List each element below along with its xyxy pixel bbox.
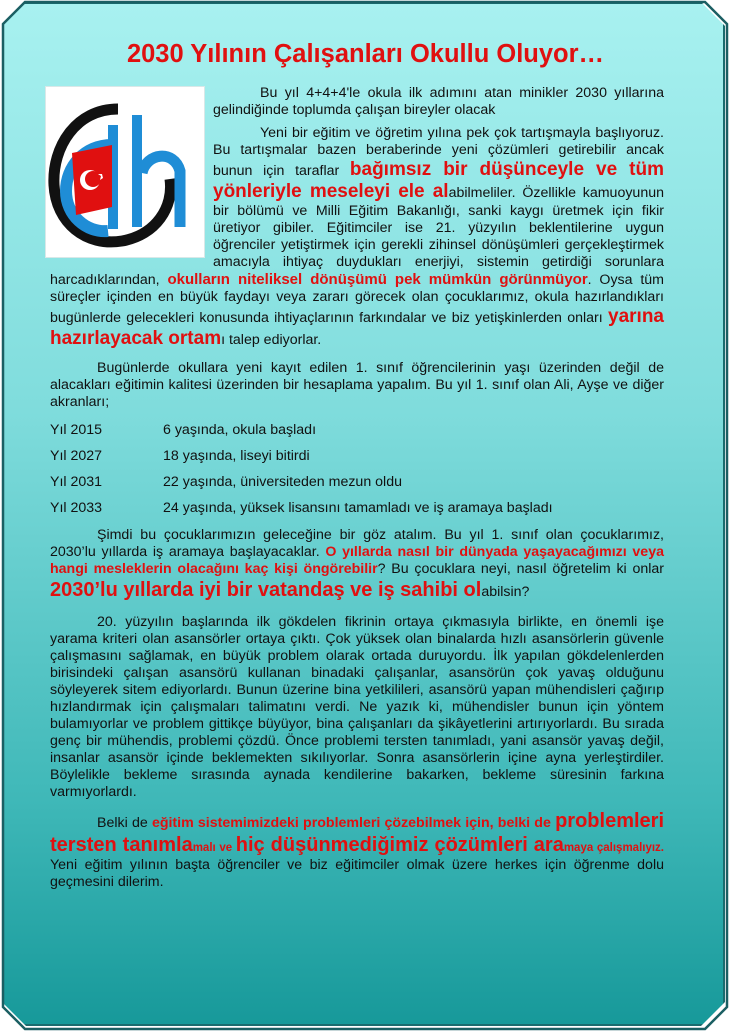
p2-text-g: ı talep ediyorlar. — [221, 332, 322, 348]
p6-highlight-d: malı ve — [192, 842, 236, 854]
p6-highlight-b: eğitim sistemimizdeki problemleri çözebilmek için, belki de — [151, 815, 551, 831]
timeline-row — [50, 495, 664, 521]
timeline-row — [50, 417, 664, 443]
article-body — [50, 85, 664, 897]
p4-highlight-b: O yıllarda nasıl bir dünyada yaşayacağımızı veya hangi mesleklerin olacağını kaç kişi öngörebilir — [50, 544, 664, 577]
p6-text-a: Belki de — [97, 815, 152, 831]
p4-text-c: ? Bu çocuklara neyi, nasıl öğretelim ki onlar — [377, 561, 665, 577]
p2-highlight-b: bağımsız bir düşünceyle ve tüm yönleriyle meseleyi ele al — [213, 159, 664, 202]
p6-highlight-f: maya çalışmalıyız. — [563, 842, 664, 854]
page-title: 2030 Yılının Çalışanları Okullu Oluyor… — [126, 40, 605, 68]
timeline-row — [50, 469, 664, 495]
timeline-text: 22 yaşında, üniversiteden mezun oldu — [163, 473, 402, 490]
p2-text-a: Yeni bir eğitim ve öğretim yılına pek çok tartışmayla başlıyoruz. Bu tartışmalar bazen beraberinde yeni çözümleri getirebilir ancak bunun için taraflar — [213, 125, 664, 179]
p6-highlight-e: hiç düşünmediğimiz çözümleri ara — [235, 834, 564, 856]
p2-highlight-f: yarına hazırlayacak ortam — [50, 306, 664, 349]
paragraph-3: Bugünlerde okullara yeni kayıt edilen 1. sınıf öğrencilerinin yaşı üzerinden değil de alacakları eğitimin kalitesi üzerinden bir hesaplama yapalım. Bu yıl 1. sınıf olan Ali, Ayşe ve diğer akranları; — [50, 360, 664, 410]
p6-text-g: Yeni eğitim yılının başta öğrenciler ve biz eğitimciler olmak üzere herkes için öğrenme dolu geçmesini dilerim. — [50, 857, 664, 890]
timeline-text: 18 yaşında, liseyi bitirdi — [163, 447, 310, 464]
p6-highlight-c: problemleri tersten tanımla — [50, 810, 664, 856]
timeline-row — [50, 443, 664, 469]
timeline-list — [50, 417, 664, 521]
timeline-year: Yıl 2031 — [50, 473, 103, 490]
p4-text-a: Şimdi bu çocuklarımızın geleceğine bir göz atalım. Bu yıl 1. sınıf olan çocuklarımız, 2030’lu yıllarda iş aramaya başlayacaklar. — [50, 527, 664, 560]
p2-highlight-d: okulların niteliksel dönüşümü pek mümkün görünmüyor — [167, 271, 588, 288]
timeline-text: 24 yaşında, yüksek lisansını tamamladı ve iş aramaya başladı — [163, 499, 553, 516]
p4-text-e: abilsin? — [481, 584, 530, 600]
timeline-text: 6 yaşında, okula başladı — [163, 421, 317, 438]
timeline-year: Yıl 2027 — [50, 447, 103, 464]
paragraph-5: 20. yüzyılın başlarında ilk gökdelen fikrinin ortaya çıkmasıyla birlikte, en önemli işe yarama kriteri olan asansörler ortaya çıktı. Çok yüksek olan binalarda hızlı asansörlerin güvenle çalışmasını sağlamak, en büyük problem olarak ortada duruyordu. İlk yapılan gökdelenlerden birisindeki çalışan asansörü kullanan binadaki çalışanlar, asansörün çok yavaş olduğunu söyleyerek sitem ediyorlardı. Bunun üzerine bina yetkilileri, asansörü yapan mühendisleri çağırıp hızlandırmak için çalışmaları talimatını verdi. Ne yazık ki, mühendisler bunun için yöntem bulamıyorlar ve problem gittikçe büyüyor, bina çalışanları da şikâyetlerini artırıyorlardı. Bu sırada genç bir mühendis, problemi çözdü. Önce problemi tersten tanımladı, yani asansör yavaş değil, insanlar asansör içinde beklemekten sıkılıyorlar. Sonra asansörlerin içine ayna yerleştirdiler. Böylelikle bekleme sırasında aynada kendilerine bakarken, bekleme süresinin farkına varmıyorlardı. — [50, 614, 664, 800]
paragraph-4 — [50, 527, 664, 602]
p2-text-e: . Oysa tüm süreçler içinden en büyük faydayı veya zararı görecek olan çocuklarımız, okula hazırlandıkları bugünlerde gelecekleri konusunda ihtiyaçlarının farkındalar ve biz yetişkinlerden onları — [50, 272, 664, 326]
intro-paragraph: Bu yıl 4+4+4'le okula ilk adımını atan minikler 2030 yıllarına gelindiğinde toplumda çalışan bireyler olacak — [213, 85, 664, 118]
p2-text-c: abilmeliler. Özellikle kamuoyunun bir bölümü ve Milli Eğitim Bakanlığı, sanki kaygı üretmek için fikir üretiyor gibiler. Eğitimciler ise 21. yüzyılın beklentilerine uygun öğrenciler yetiştirmek için gerekli zihinsel dönüşümleri gerçekleştirmek amacıyla ihtiyaç duydukları enerjiyi, sistemin getirdiği sorunlara harcadıklarından, — [50, 185, 664, 288]
paragraph-6 — [50, 809, 664, 891]
timeline-year: Yıl 2033 — [50, 499, 103, 516]
p4-highlight-d: 2030’lu yıllarda iyi bir vatandaş ve iş sahibi ol — [50, 579, 482, 601]
dh-logo-icon — [45, 86, 205, 258]
timeline-year: Yıl 2015 — [50, 421, 103, 438]
